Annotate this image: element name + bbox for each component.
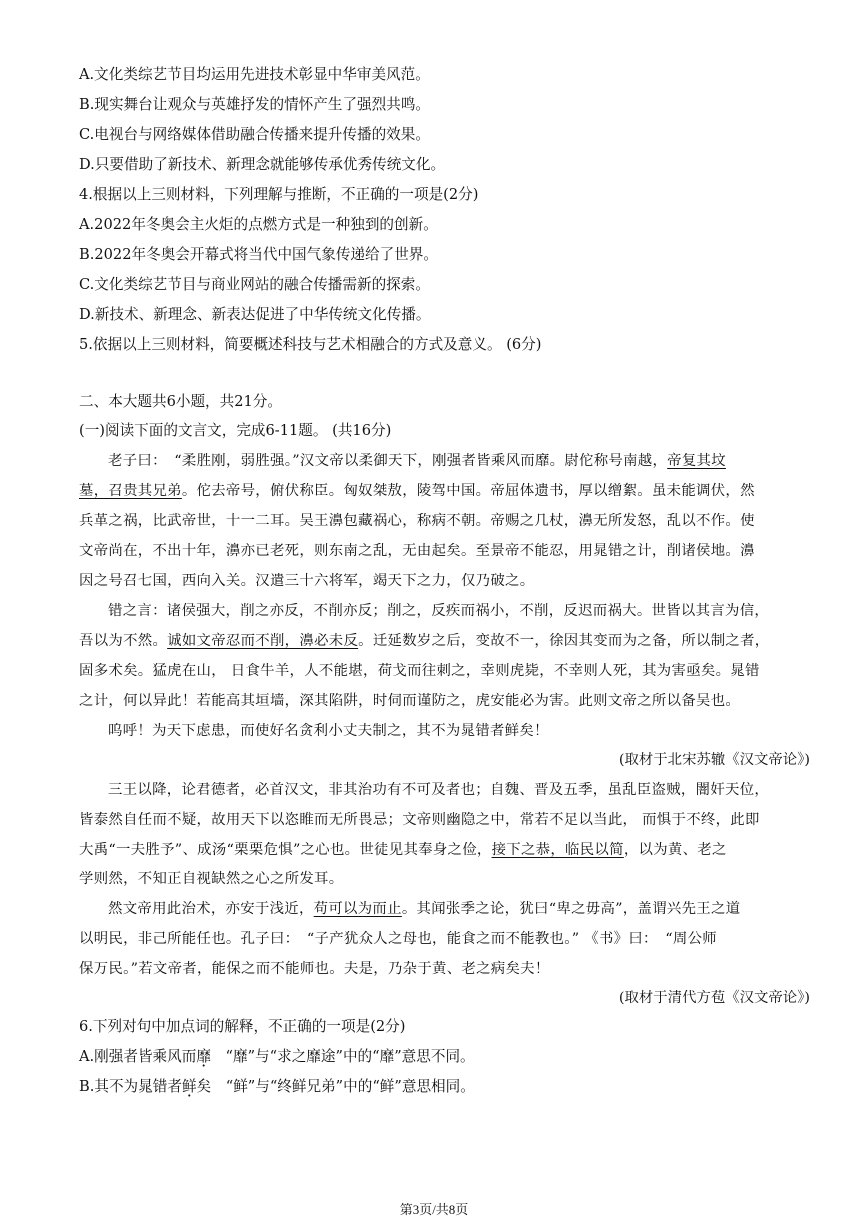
q6-option-a <box>79 1047 475 1067</box>
passage1-line <box>79 631 769 651</box>
passage-text: ，以为黄、老之 <box>623 842 727 858</box>
q4-stem: 4.根据以上三则材料，下列理解与推断，不正确的一项是(2分) <box>79 186 479 203</box>
passage2-line: 以明民，非己所能任也。孔子曰： “子产犹众人之母也，能食之而不能教也。” 《书》曰： “周公师 <box>79 931 717 947</box>
underlined-phrase: 接下之恭，临民以简 <box>491 842 624 858</box>
passage1-line: 呜呼！为天下虑患，而使好名贪利小丈夫制之，其不为晁错者鲜矣！ <box>108 723 549 739</box>
emphasis-dot-char: 鲜 <box>181 1078 197 1095</box>
q3-option-b: B.现实舞台让观众与英雄抒发的情怀产生了强烈共鸣。 <box>79 96 431 113</box>
passage-text: 。迁延数岁之后，变故不一，徐因其变而为之备，所以制之者， <box>358 633 770 649</box>
passage1-line <box>79 481 755 501</box>
passage-text: 然文帝用此治术，亦安于浅近， <box>108 901 314 917</box>
option-text: A.刚强者皆乘风而 <box>79 1048 197 1065</box>
option-text: “靡”与“求之靡途”中的“靡”意思不同。 <box>210 1048 475 1065</box>
q6-option-b <box>79 1077 475 1097</box>
q4-option-b: B.2022年冬奥会开幕式将当代中国气象传递给了世界。 <box>79 246 438 263</box>
passage1-line: 之计，何以异此！若能高其垣墙，深其陷阱，时伺而谨防之，虎安能必为害。此则文帝之所以备吴也。 <box>79 693 741 709</box>
q6-stem: 6.下列对句中加点词的解释，不正确的一项是(2分) <box>79 1018 406 1035</box>
page-number: 第3页/共8页 <box>399 1202 469 1217</box>
underlined-phrase: 帝复其坟 <box>667 453 726 469</box>
q3-option-c: C.电视台与网络媒体借助融合传播来提升传播的效果。 <box>79 126 430 143</box>
passage2-line: 三王以降，论君德者，必首汉文，非其治功有不可及者也；自魏、晋及五季，虽乱臣盗贼，闇奸天位， <box>108 782 770 798</box>
passage2-source: (取材于清代方苞《汉文帝论》) <box>618 990 810 1006</box>
option-text: B.其不为晁错者 <box>79 1078 182 1095</box>
passage1-source: (取材于北宋苏辙《汉文帝论》) <box>618 752 810 768</box>
underlined-phrase: 诚如文帝忍而不削，濞必未反 <box>167 633 359 649</box>
passage1-line: 固多术矣。猛虎在山， 日食牛羊，人不能堪，荷戈而往刺之，幸则虎毙，不幸则人死，其为害亟矣。晁错 <box>79 663 760 679</box>
passage2-line: 学则然，不知正自视缺然之心之所发耳。 <box>79 871 344 887</box>
section-heading: 二、本大题共6小题，共21分。 <box>79 393 282 410</box>
passage1-line: 文帝尚在，不出十年，濞亦已老死，则东南之乱，无由起矣。至景帝不能忍，用晁错之计，削诸侯地。濞 <box>79 543 755 559</box>
q3-option-a: A.文化类综艺节目均运用先进技术彰显中华审美风范。 <box>79 66 430 83</box>
passage1-line: 兵革之祸，比武帝世，十一二耳。吴王濞包藏祸心，称病不朝。帝赐之几杖，濞无所发怒，乱以不作。使 <box>79 513 755 529</box>
passage-text: 。其闻张季之论，犹曰“卑之毋高”，盖谓兴先王之道 <box>401 901 741 917</box>
passage2-line <box>108 899 740 919</box>
q5-stem: 5.依据以上三则材料，简要概述科技与艺术相融合的方式及意义。 (6分) <box>79 336 542 353</box>
passage1-line: 因之号召七国，西向入关。汉遣三十六将军，竭天下之力，仅乃破之。 <box>79 573 535 589</box>
section-subheading: (一)阅读下面的文言文，完成6-11题。 (共16分) <box>79 422 392 439</box>
passage-text: 。佗去帝号，俯伏称臣。匈奴桀敖，陵驾中国。帝屈体遗书，厚以缯絮。虽未能调伏，然 <box>181 483 755 499</box>
passage1-line <box>108 451 726 471</box>
emphasis-dot-char: 靡 <box>196 1048 211 1065</box>
underlined-phrase: 苟可以为而止 <box>313 901 402 917</box>
passage1-line: 错之言：诸侯强大，削之亦反，不削亦反；削之，反疾而祸小，不削，反迟而祸大。世皆以其言为信， <box>108 603 770 619</box>
passage-text: 老子曰： “柔胜刚，弱胜强。”汉文帝以柔御天下，刚强者皆乘风而靡。尉佗称号南越， <box>108 453 668 469</box>
q4-option-c: C.文化类综艺节目与商业网站的融合传播需新的探索。 <box>79 276 430 293</box>
passage2-line: 皆泰然自任而不疑，故用天下以恣睢而无所畏忌；文帝则幽隐之中，常若不足以当此， 而惧于不终，此即 <box>79 812 760 828</box>
q3-option-d: D.只要借助了新技术、新理念就能够传承优秀传统文化。 <box>79 156 446 173</box>
passage-text: 吾以为不然。 <box>79 633 168 649</box>
passage-text: 大禹“一夫胜予”、成汤“栗栗危惧”之心也。世徒见其奉身之俭， <box>79 842 492 858</box>
q4-option-a: A.2022年冬奥会主火炬的点燃方式是一种独到的创新。 <box>79 216 438 233</box>
underlined-phrase: 墓，召贵其兄弟 <box>79 483 182 499</box>
passage2-line <box>79 840 727 860</box>
q4-option-d: D.新技术、新理念、新表达促进了中华传统文化传播。 <box>79 306 431 323</box>
option-text: 矣 “鲜”与“终鲜兄弟”中的“鲜”意思相同。 <box>196 1078 475 1095</box>
passage2-line: 保万民。”若文帝者，能保之而不能师也。夫是，乃杂于黄、老之病矣夫！ <box>79 961 550 977</box>
